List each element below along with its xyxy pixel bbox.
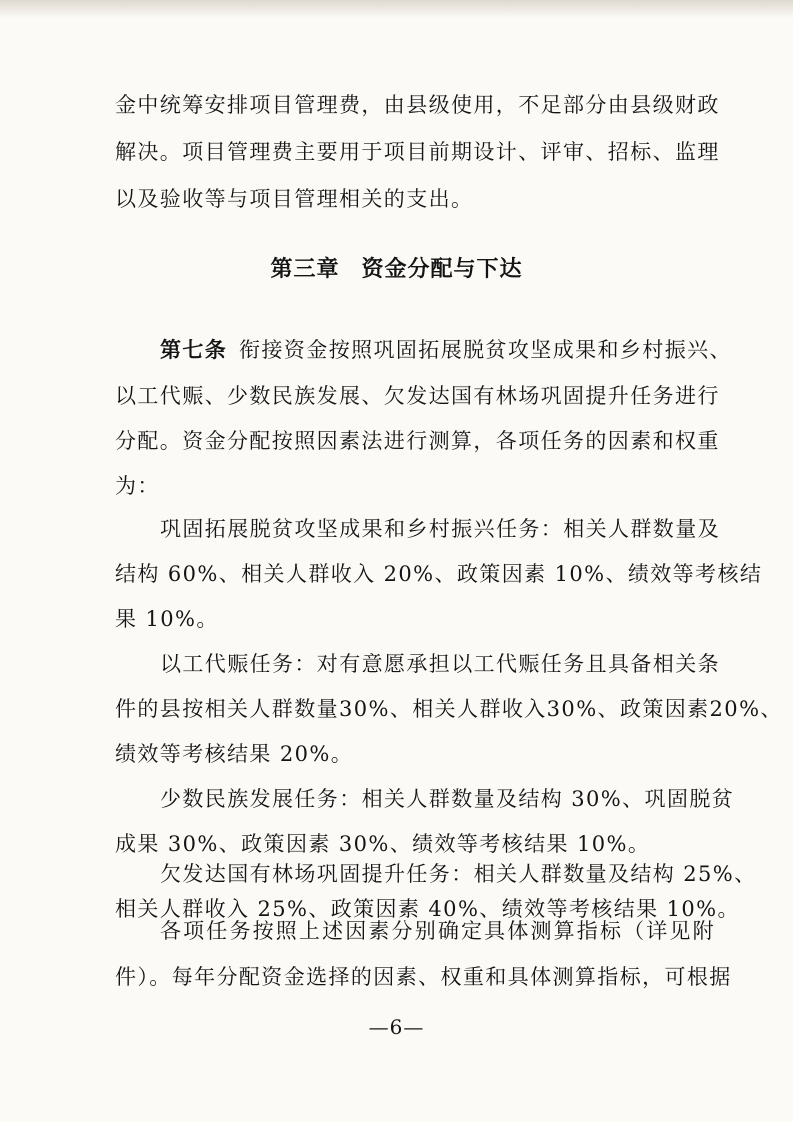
- article-text: 衔接资金按照巩固拓展脱贫攻坚成果和乡村振兴、: [239, 338, 732, 362]
- task-paragraph-line: 相关人群收入 25%、政策因素 40%、绩效等考核结果 10%。: [115, 897, 740, 921]
- body-text-line: 以及验收等与项目管理相关的支出。: [115, 187, 474, 211]
- chapter-title: 资金分配与下达: [361, 257, 523, 282]
- task-paragraph-line: 成果 30%、政策因素 30%、绩效等考核结果 10%。: [115, 832, 651, 856]
- task-paragraph-line: 欠发达国有林场巩固提升任务：相关人群数量及结构 25%、: [160, 862, 757, 886]
- body-text-line: 解决。项目管理费主要用于项目前期设计、评审、招标、监理: [115, 140, 720, 164]
- chapter-heading: [0, 252, 793, 283]
- task-paragraph-line: 果 10%。: [115, 607, 219, 631]
- body-text-line: 分配。资金分配按照因素法进行测算，各项任务的因素和权重: [115, 429, 720, 453]
- task-paragraph-line: 以工代赈任务：对有意愿承担以工代赈任务且具备相关条: [160, 652, 720, 676]
- article-first-line: [160, 336, 732, 364]
- page-number: —6—: [368, 1015, 425, 1039]
- article-label: 第七条: [160, 338, 228, 362]
- task-paragraph-line: 件的县按相关人群数量30%、相关人群收入30%、政策因素20%、: [115, 697, 783, 721]
- chapter-number: 第三章: [270, 257, 340, 282]
- task-paragraph-line: 绩效等考核结果 20%。: [115, 742, 354, 766]
- body-text-line: 件）。每年分配资金选择的因素、权重和具体测算指标，可根据: [115, 965, 732, 989]
- body-text-line: 为：: [115, 474, 160, 498]
- body-text-line: 各项任务按照上述因素分别确定具体测算指标（详见附: [160, 919, 715, 943]
- task-paragraph-line: 结构 60%、相关人群收入 20%、政策因素 10%、绩效等考核结: [115, 562, 763, 586]
- body-text-line: 以工代赈、少数民族发展、欠发达国有林场巩固提升任务进行: [115, 384, 720, 408]
- task-paragraph-line: 少数民族发展任务：相关人群数量及结构 30%、巩固脱贫: [160, 787, 735, 811]
- task-paragraph-line: 巩固拓展脱贫攻坚成果和乡村振兴任务：相关人群数量及: [160, 517, 720, 541]
- body-text-line: 金中统筹安排项目管理费，由县级使用，不足部分由县级财政: [115, 93, 720, 117]
